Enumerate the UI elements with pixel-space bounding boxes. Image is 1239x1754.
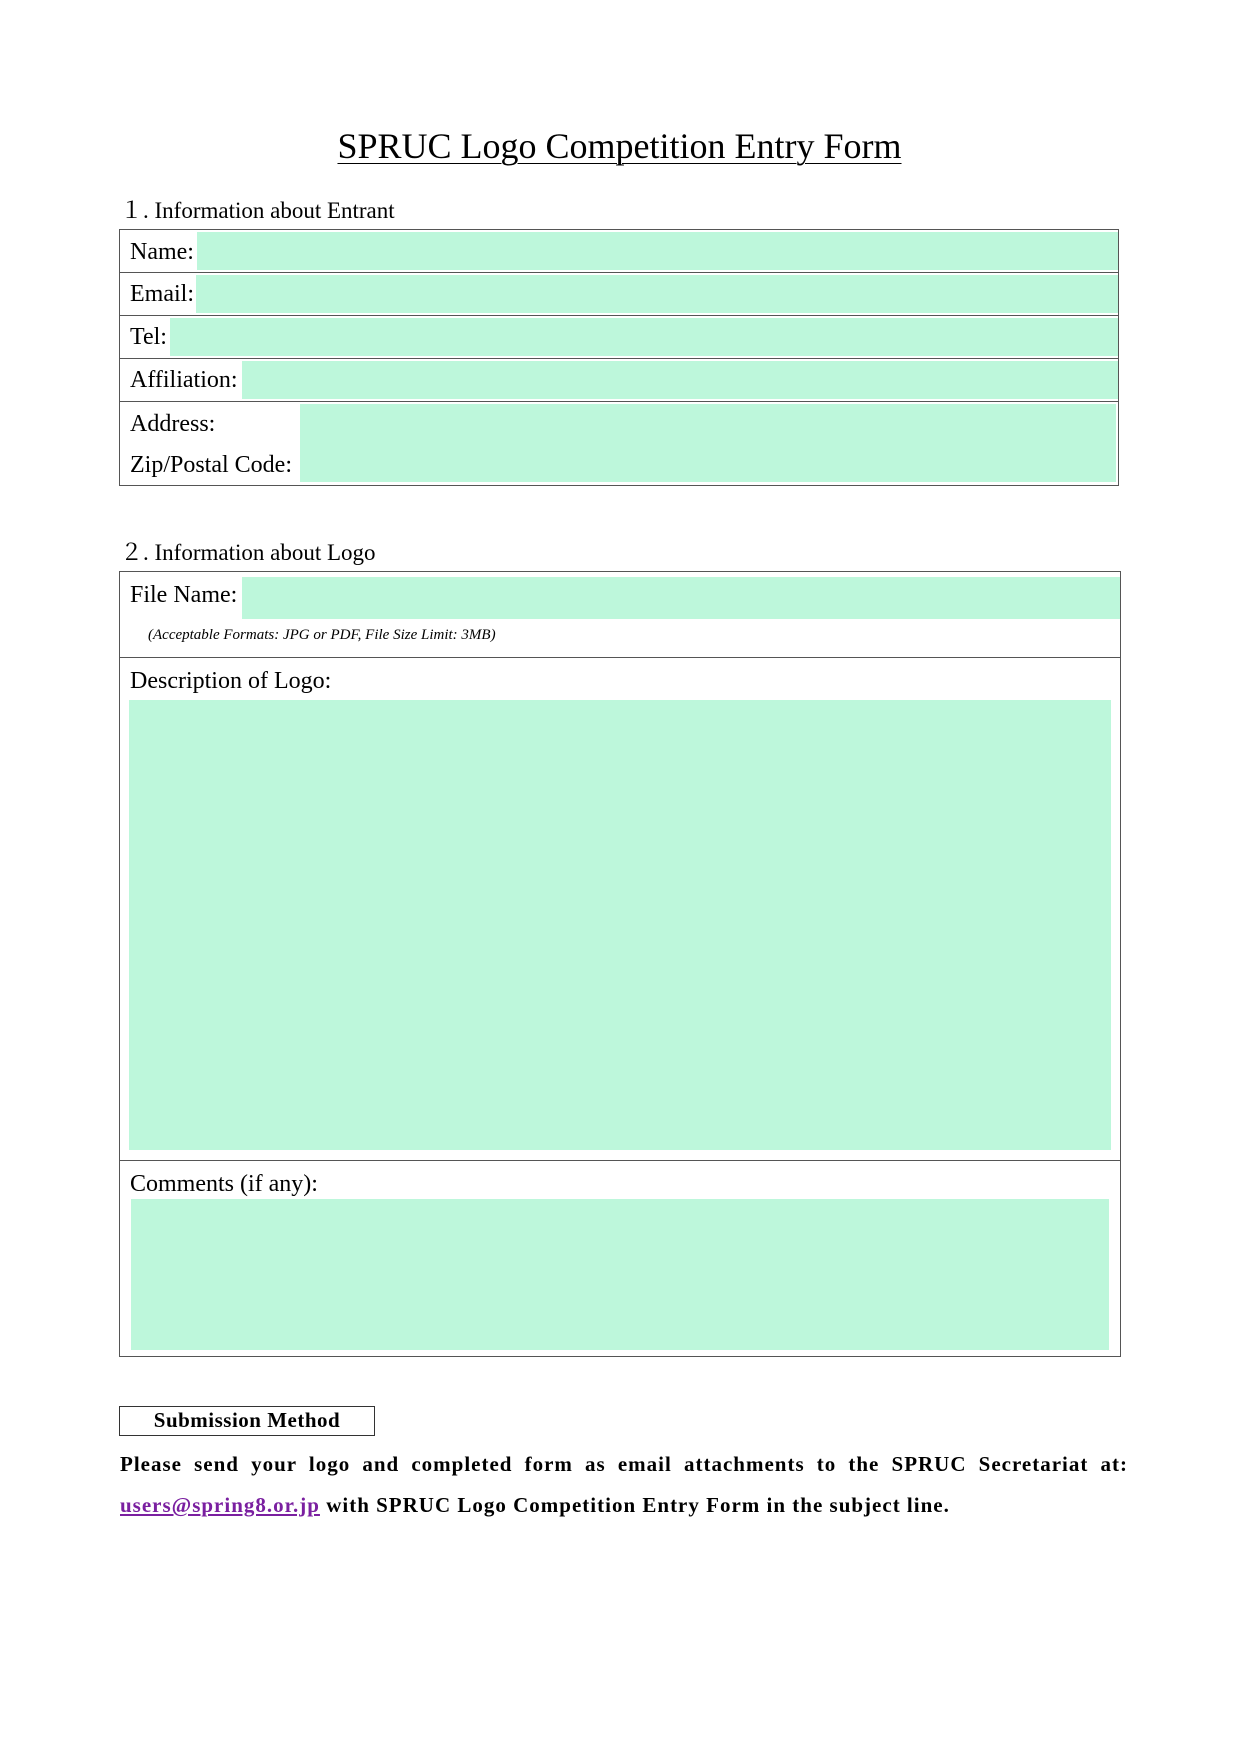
file-name-field[interactable]: [242, 577, 1120, 619]
affiliation-row: [120, 359, 1118, 402]
email-row: [120, 273, 1118, 316]
tel-row: [120, 316, 1118, 359]
zip-label: Zip/Postal Code:: [130, 452, 292, 478]
submission-instructions-line2: [120, 1490, 1128, 1520]
file-format-note: (Acceptable Formats: JPG or PDF, File Size Limit: 3MB): [148, 627, 496, 643]
comments-row: [120, 1161, 1120, 1355]
description-row: [120, 658, 1120, 1161]
entrant-info-table: [119, 229, 1119, 486]
logo-info-table: [119, 571, 1121, 1357]
file-name-row: [120, 572, 1120, 658]
tel-label: Tel:: [130, 324, 167, 350]
description-label: Description of Logo:: [130, 668, 332, 694]
address-row: [120, 402, 1118, 484]
address-label: Address:: [130, 411, 216, 437]
comments-label: Comments (if any):: [130, 1171, 318, 1197]
section2-heading: ２. Information about Logo: [120, 540, 376, 565]
affiliation-field[interactable]: [242, 361, 1118, 399]
affiliation-label: Affiliation:: [130, 367, 238, 393]
page-title: [0, 122, 1239, 170]
email-field[interactable]: [196, 275, 1118, 313]
email-label: Email:: [130, 281, 194, 307]
submission-instructions-line1: Please send your logo and completed form as email attachments to the SPRUC Secretariat at:: [120, 1452, 1128, 1476]
tel-field[interactable]: [170, 318, 1118, 356]
secretariat-email-link[interactable]: users@spring8.or.jp: [120, 1493, 320, 1517]
section1-heading: １. Information about Entrant: [120, 198, 395, 223]
description-field[interactable]: [129, 700, 1111, 1150]
submission-method-label: Submission Method: [119, 1406, 375, 1436]
name-row: [120, 230, 1118, 273]
address-field[interactable]: [300, 404, 1116, 482]
name-field[interactable]: [197, 232, 1118, 270]
name-label: Name:: [130, 239, 194, 265]
subject-line-text: with SPRUC Logo Competition Entry Form in the subject line.: [319, 1493, 950, 1517]
file-name-label: File Name:: [130, 582, 238, 608]
comments-field[interactable]: [131, 1199, 1109, 1350]
page-title-text: SPRUC Logo Competition Entry Form: [337, 126, 902, 166]
